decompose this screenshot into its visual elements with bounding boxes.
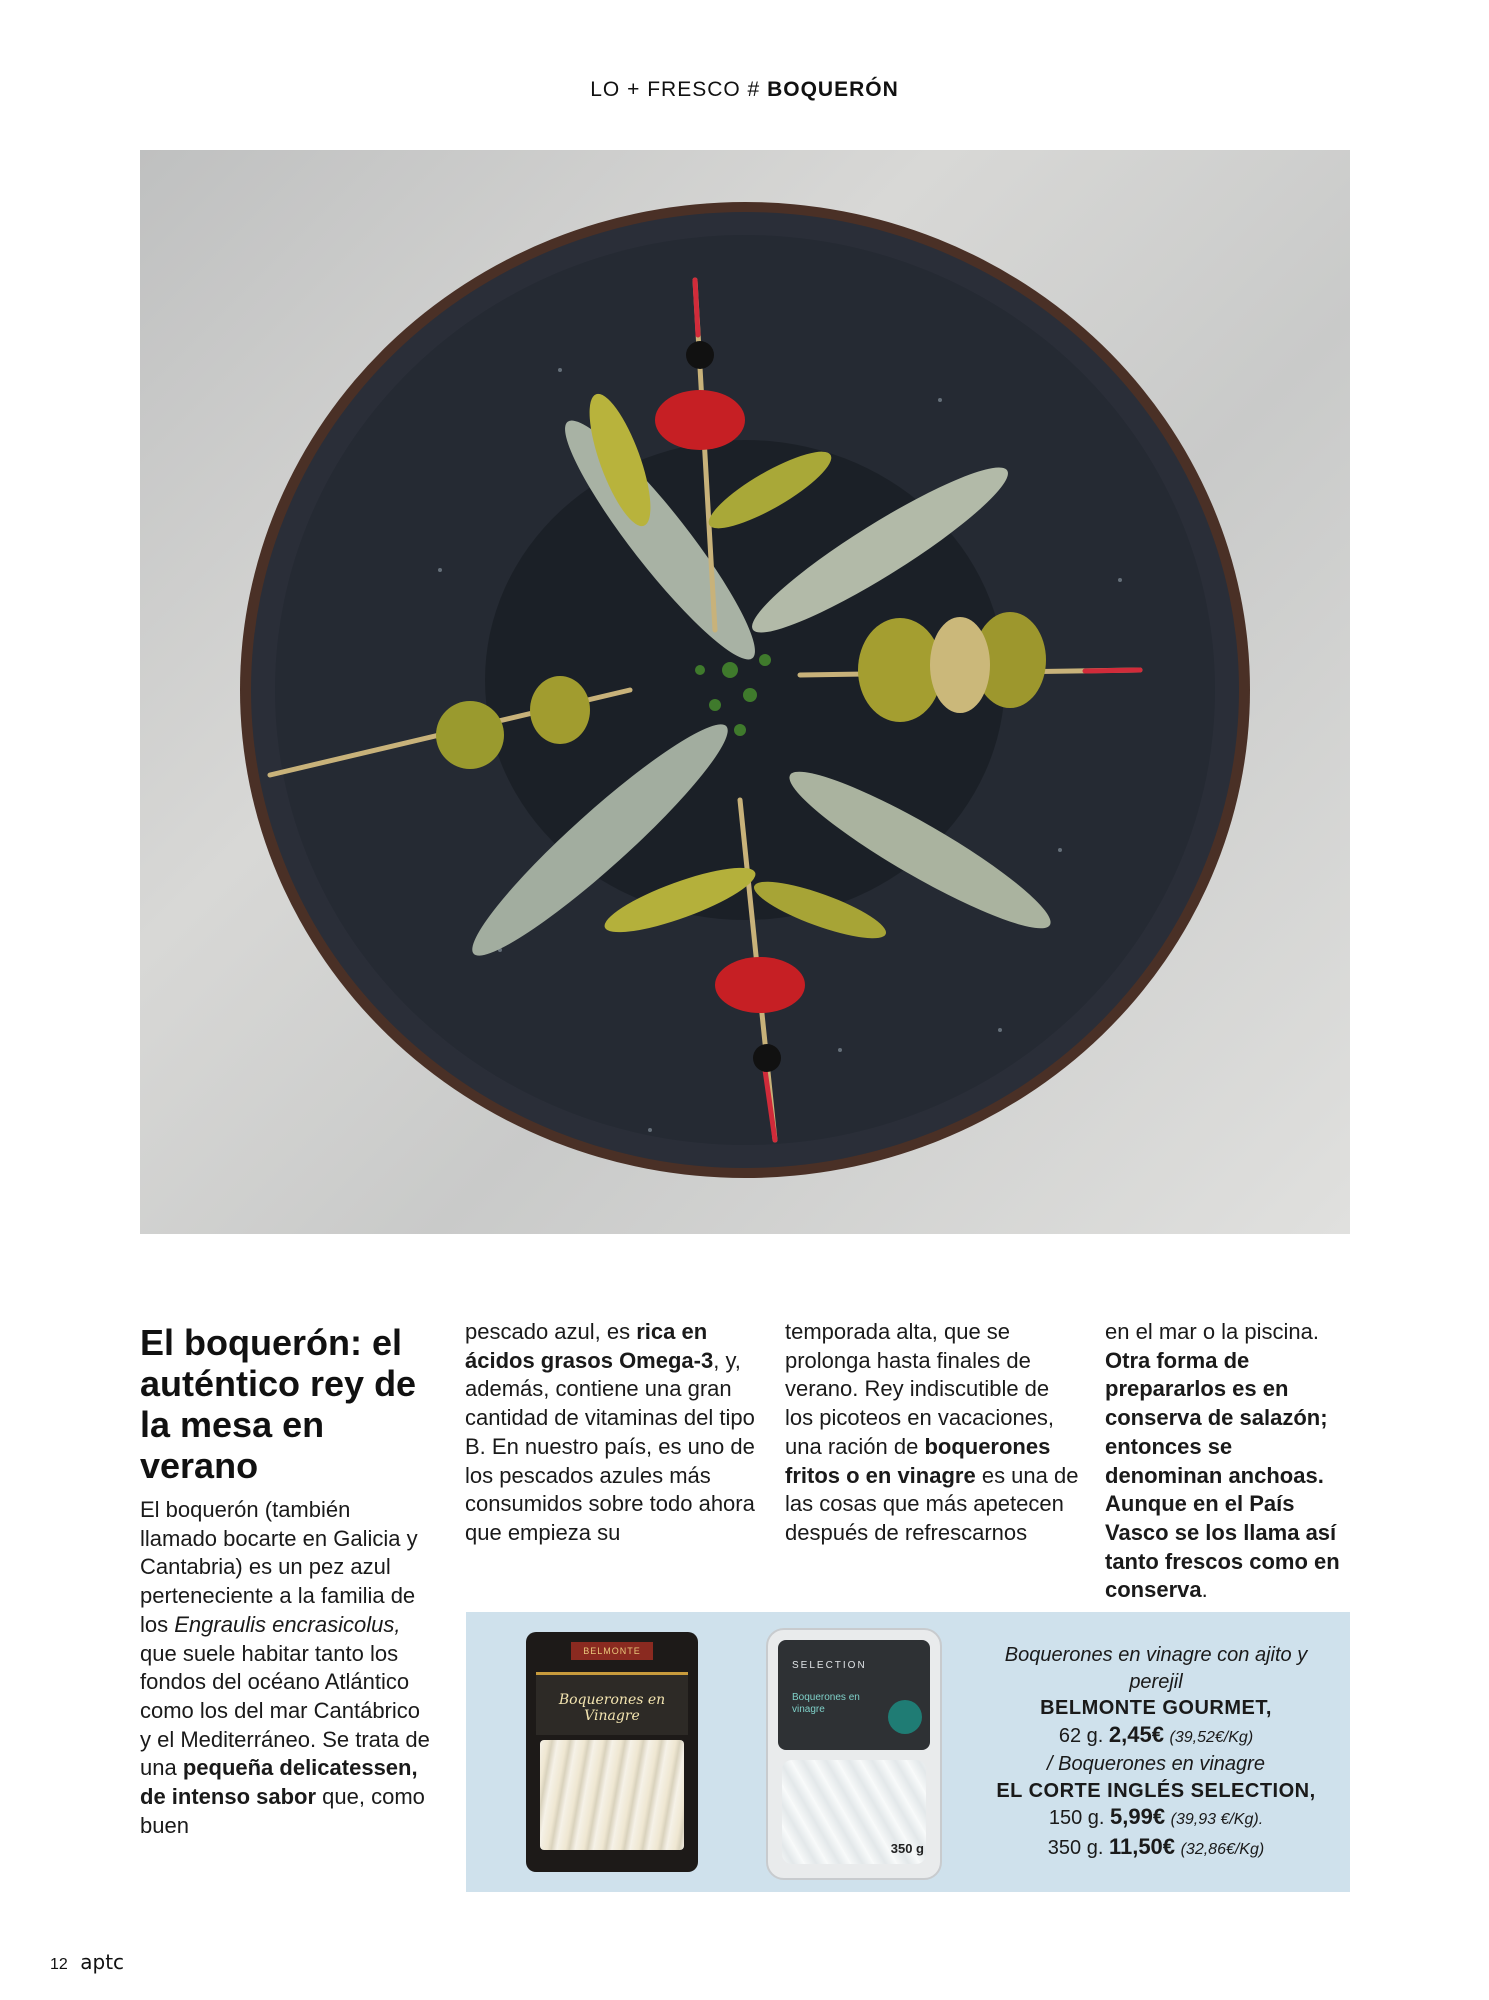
plate-illustration <box>140 150 1350 1234</box>
pack-weight: 350 g <box>890 1841 924 1856</box>
article-column-3 <box>785 1318 1080 1548</box>
product-1-description: Boquerones en vinagre con ajito y perejil <box>1004 1644 1308 1693</box>
text-run: es una de las cosas que más apetecen después de refrescarnos <box>785 1462 1079 1545</box>
product-promo-box <box>466 1612 1350 1892</box>
section-topic: BOQUERÓN <box>767 78 899 101</box>
column-1-text <box>140 1496 430 1840</box>
pack-badge <box>888 1700 922 1734</box>
bold-highlight: pequeña delicatessen, de intenso sabor <box>140 1755 418 1810</box>
promo-pricing-text <box>991 1642 1321 1863</box>
column-4-text <box>1105 1318 1355 1605</box>
product-2-unit-price-large: (32,86€/Kg) <box>1180 1840 1265 1858</box>
text-run: en el mar o la piscina. <box>1105 1319 1319 1344</box>
bold-highlight: rica en ácidos grasos Omega-3 <box>465 1319 714 1373</box>
pack-fish-image <box>540 1740 684 1850</box>
text-run: pescado azul, es <box>465 1319 637 1344</box>
column-2-text <box>465 1318 760 1548</box>
product-2-weight-large: 350 g. <box>1047 1836 1104 1859</box>
product-2-name: EL CORTE INGLÉS SELECTION, <box>996 1779 1316 1802</box>
pack-name: Boquerones en Vinagre <box>558 1692 666 1724</box>
pack-brand: SELECTION <box>792 1660 867 1671</box>
text-run: El boquerón (también llamado bocarte en Galicia y Cantabria) es un pez azul perteneciente a la familia de los <box>140 1497 418 1637</box>
magazine-logo: aptc <box>80 1950 125 1974</box>
section-header <box>0 78 1489 102</box>
text-run: temporada alta, que se prolonga hasta finales de verano. Rey indiscutible de los picoteos en vacaciones, una ración de <box>785 1319 1055 1459</box>
product-2-price-small: 5,99€ <box>1110 1804 1166 1829</box>
bold-highlight: Otra forma de prepararlos es en conserva de salazón; entonces se denominan anchoas. Aunque en el País Vasco se los llama así tanto frescos como en conserva <box>1105 1347 1340 1603</box>
text-run: . <box>1201 1577 1208 1603</box>
article-headline: El boquerón: el auténtico rey de la mesa en verano <box>140 1322 417 1486</box>
section-label: LO + FRESCO # <box>590 78 761 101</box>
product-2-description: / Boquerones en vinagre <box>1047 1753 1265 1775</box>
page-number: 12 <box>50 1956 68 1973</box>
article-column-1 <box>140 1322 430 1840</box>
product-belmonte-pack <box>526 1632 698 1872</box>
product-2-unit-price-small: (39,93 €/Kg). <box>1170 1811 1264 1828</box>
product-1-price: 2,45€ <box>1108 1721 1164 1747</box>
text-run: que suele habitar tanto los fondos del océano Atlántico como los del mar Cantábrico y el Mediterráneo. Se trata de una <box>140 1640 430 1781</box>
article-column-2 <box>465 1318 760 1548</box>
product-1-name: BELMONTE GOURMET, <box>1040 1697 1272 1719</box>
species-name: Engraulis encrasicolus, <box>174 1611 401 1637</box>
text-run: , y, además, contiene una gran cantidad de vitaminas del tipo B. En nuestro país, es uno de los pescados azules más consumidos sobre todo ahora que empieza su <box>465 1347 755 1545</box>
bold-highlight: boquerones fritos o en vinagre <box>785 1433 1051 1488</box>
page-footer <box>50 1950 124 1974</box>
hero-photo-plate-anchovies <box>140 150 1350 1234</box>
article-column-4 <box>1105 1318 1355 1605</box>
pack-brand: BELMONTE <box>571 1642 653 1660</box>
text-run: que, como buen <box>140 1784 425 1838</box>
pack-name: Boquerones en vinagre <box>792 1692 860 1715</box>
product-selection-pack <box>766 1628 942 1880</box>
column-3-text <box>785 1318 1080 1548</box>
product-1-unit-price: (39,52€/Kg) <box>1169 1728 1254 1746</box>
pack-lid <box>778 1640 930 1750</box>
product-1-weight: 62 g. <box>1058 1724 1104 1747</box>
product-2-price-large: 11,50€ <box>1108 1833 1176 1859</box>
product-2-weight-small: 150 g. <box>1048 1807 1105 1829</box>
